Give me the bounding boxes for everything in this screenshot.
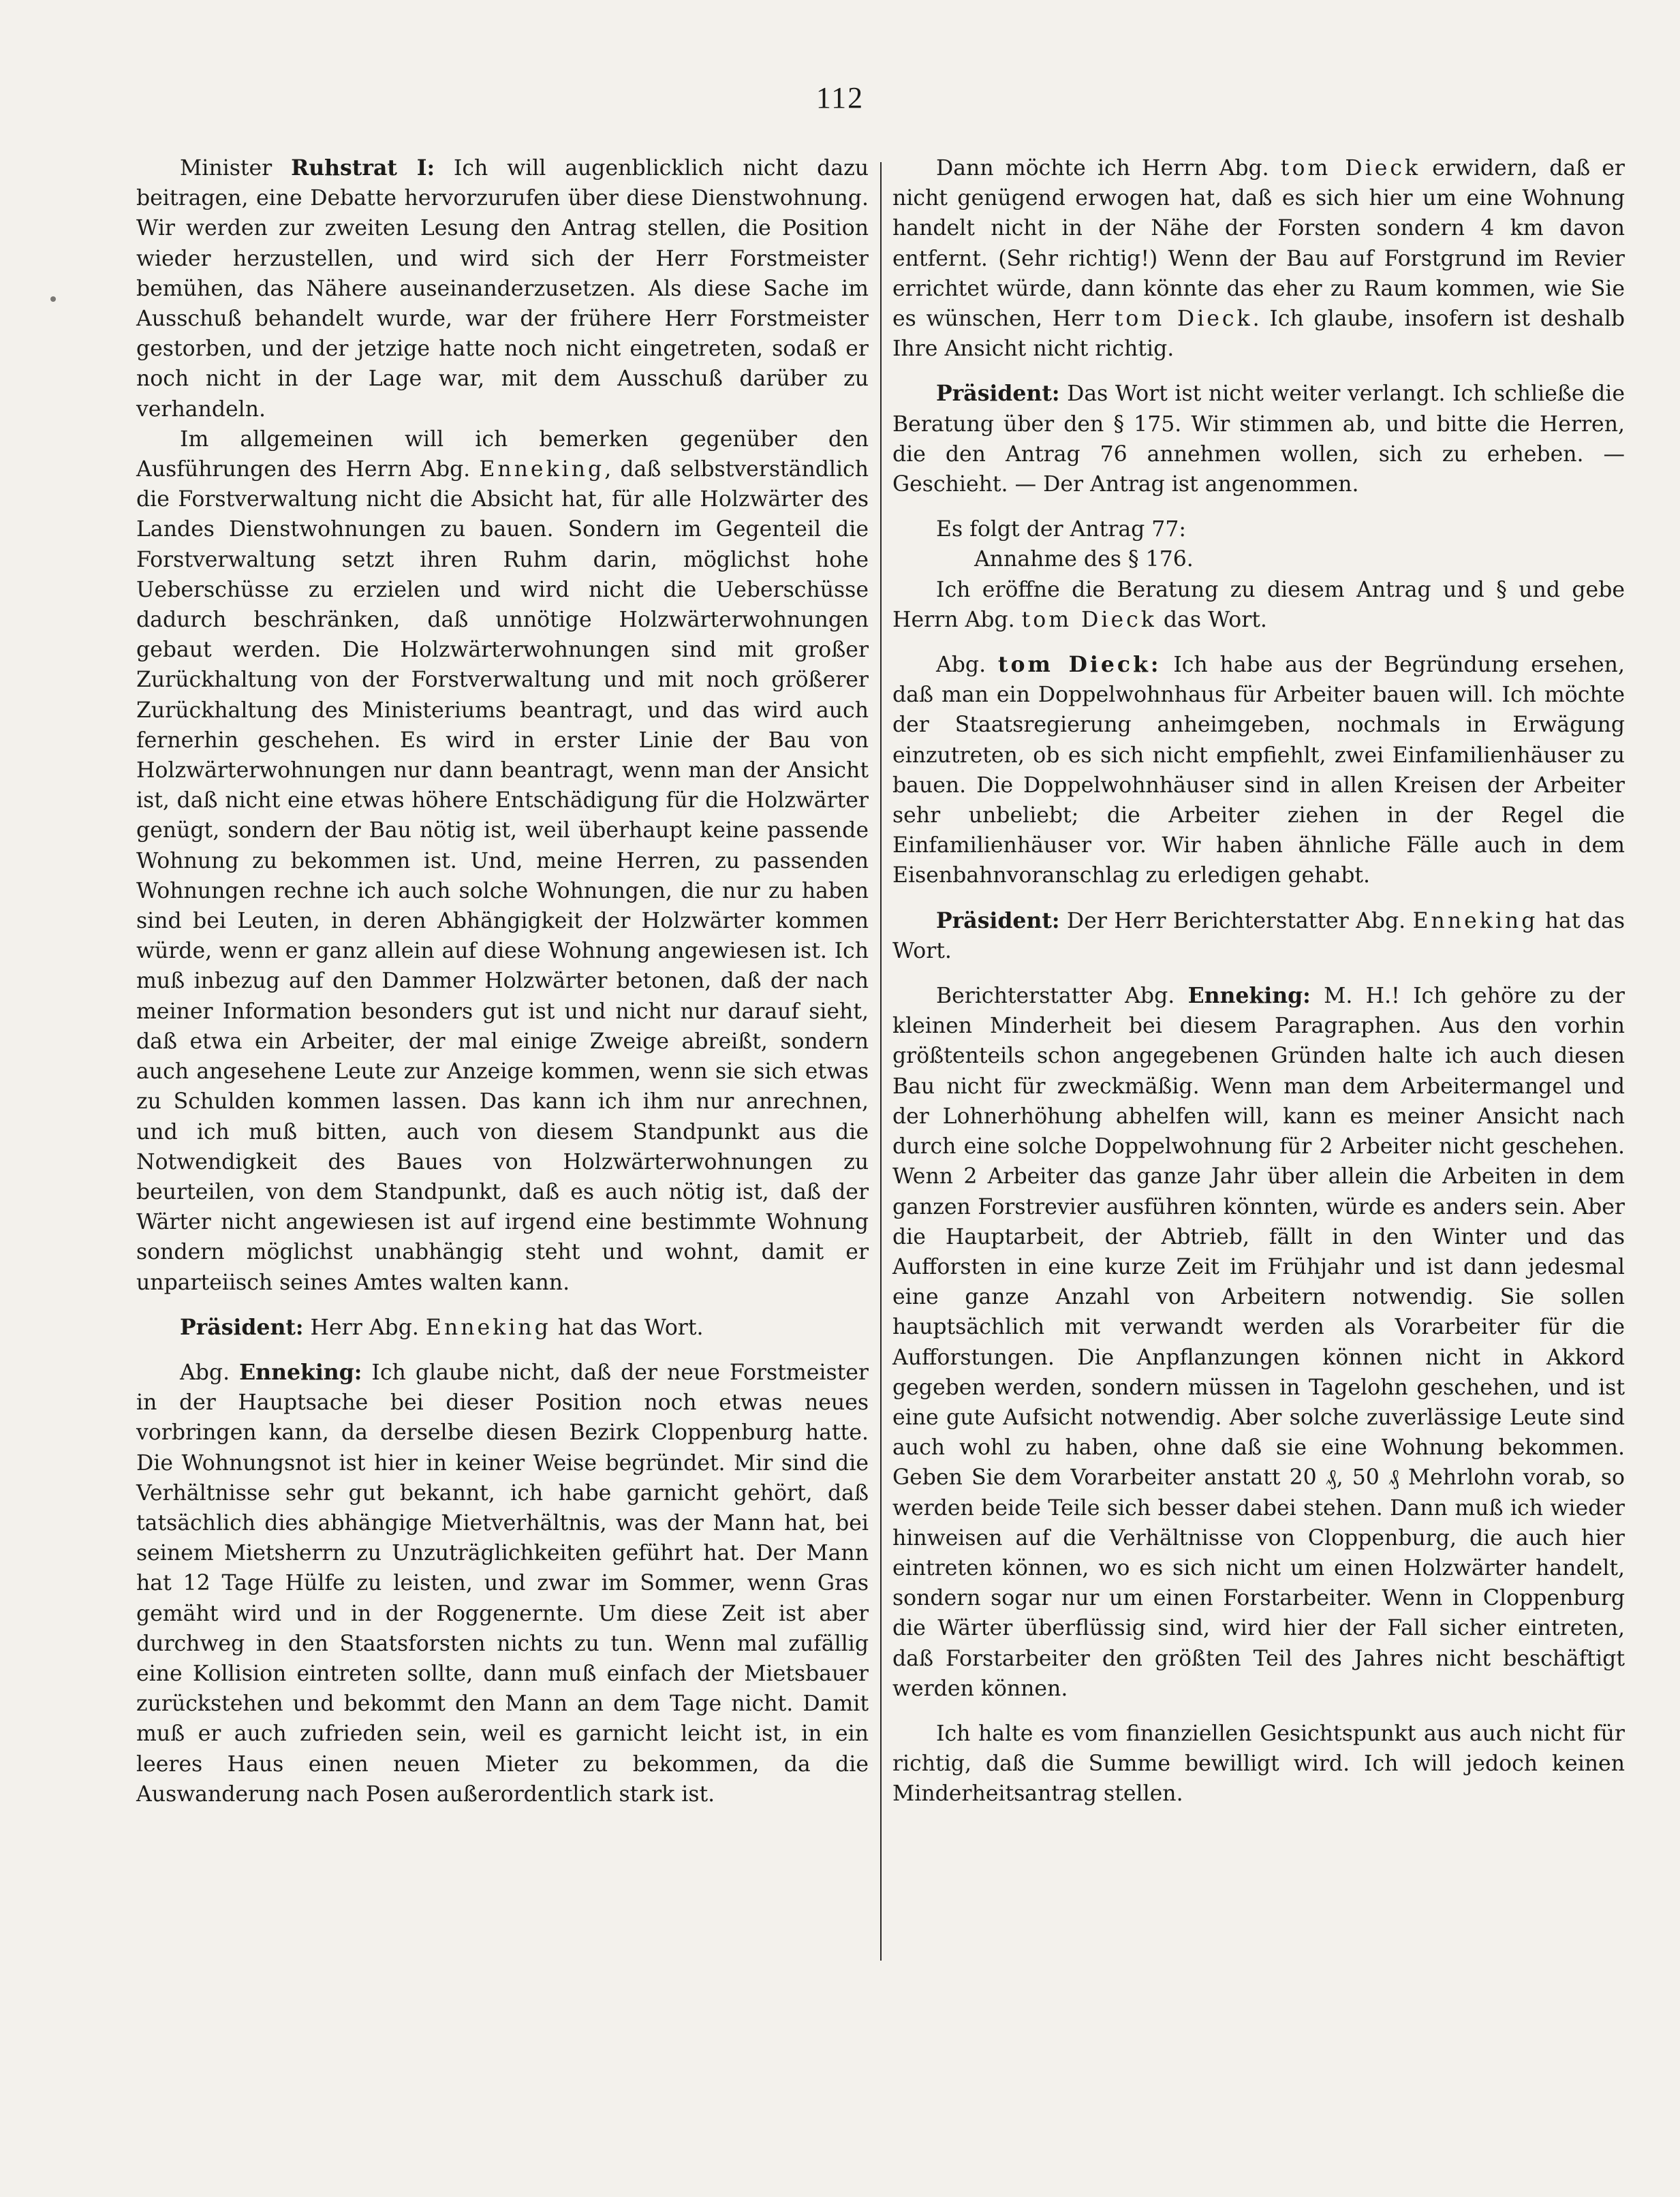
paragraph-enneking [136, 1358, 869, 1809]
speech-text: das Wort. [1156, 607, 1267, 632]
speaker-name: Präsident: [180, 1314, 304, 1340]
paragraph-schluss: Ich halte es vom finanziellen Gesichtspunkt aus auch nicht für richtig, daß die Summe bewilligt wird. Ich will jedoch keinen Minderheitsantrag stellen. [892, 1721, 1625, 1807]
page-number: 112 [815, 81, 865, 114]
speech-text: Das Wort ist nicht weiter verlangt. Ich schließe die Beratung über den § 175. Wir stimmen ab, und bitte die Herren, die den Antrag 76 annehmen wollen, sich zu erheben. — Geschieht. — Der Antrag ist angenommen. [892, 381, 1625, 497]
speaker-name: Präsident: [936, 381, 1060, 407]
speech-text: Im allgemeinen will ich bemerken gegenüber den Ausführungen des Herrn Abg. [136, 426, 869, 482]
paragraph-praesident-berichterstatter [892, 906, 1625, 966]
spaced-name: tom Dieck [1280, 156, 1421, 181]
paragraph-reply-tom-dieck [892, 153, 1625, 364]
speaker-name: Ruhstrat I: [291, 155, 435, 181]
speech-text: erwidern, daß er nicht genügend erwogen hat, daß es sich hier um eine Wohnung handelt nicht in der Nähe der Forsten sondern 4 km davon entfernt. (Sehr richtig!) Wenn der Bau auf Forstgrund im Revier errichtet würde, dann könnte das eher zu Raum kommen, wie Sie es wünschen, Herr [892, 156, 1625, 332]
speaker-name: Präsident: [936, 907, 1060, 933]
spaced-name: Enneking [479, 457, 605, 482]
paragraph-antrag-77: Es folgt der Antrag 77: [936, 517, 1186, 542]
paragraph-praesident-vote [892, 379, 1625, 499]
speech-text: Ich will augenblicklich nicht dazu beitragen, eine Debatte hervorzurufen über diese Dienstwohnung. Wir werden zur zweiten Lesung den Antrag stellen, die Position wieder herzustellen, und wird sich der Herr Forstmeister bemühen, das Nähere auseinanderzusetzen. Als diese Sache im Ausschuß behandelt wurde, war der frühere Herr Forstmeister gestorben, und der jetzige hatte noch nicht eingetreten, sodaß er noch nicht in der Lage war, mit dem Ausschuß darüber zu verhandeln. [136, 156, 869, 422]
spaced-name: tom Dieck [1021, 607, 1157, 632]
spaced-name: Enneking [425, 1315, 551, 1340]
spaced-name: Enneking [1412, 908, 1538, 933]
speech-text: hat das Wort. [550, 1315, 704, 1340]
right-column [892, 153, 1625, 1809]
speaker-title: Abg. [180, 1360, 240, 1385]
speech-text: , daß selbstverständlich die Forstverwaltung nicht die Absicht hat, für alle Holzwärter des Landes Dienstwohnungen zu bauen. Sondern im Gegenteil die Forstverwaltung setzt ihren Ruhm darin, möglichst hohe Ueberschüsse zu erzielen und wird nicht die Ueberschüsse dadurch beschränken, daß unnötige Holzwärterwohnungen gebaut werden. Die Holzwärterwohnungen sind mit großer Zurückhaltung von der Forstverwaltung und mit noch größerer Zurückhaltung des Ministeriums beantragt, und das wird auch fernerhin geschehen. Es wird in erster Linie der Bau von Holzwärterwohnungen nur dann beantragt, wenn man der Ansicht ist, daß nicht eine etwas höhere Entschädigung für die Holzwärter genügt, sondern der Bau nötig ist, weil überhaupt keine passende Wohnung zu bekommen ist. Und, meine Herren, zu passenden Wohnungen rechne ich auch solche Wohnungen, die nur zu haben sind bei Leuten, in deren Abhängigkeit der Holzwärter kommen würde, wenn er ganz allein auf diese Wohnung angewiesen ist. Ich muß inbezug auf den Dammer Holzwärter betonen, daß der nach meiner Information besonders gut ist und nicht nur darauf sieht, daß etwa ein Arbeiter, der mal einige Zweige abreißt, sondern auch angesehene Leute zur Anzeige kommen, wenn sie sich etwas zu Schulden kommen lassen. Das kann ich ihm nur anrechnen, und ich muß bitten, auch von diesem Standpunkt aus die Notwendigkeit des Baues von Holzwärterwohnungen zu beurteilen, von dem Standpunkt, daß es auch nötig ist, daß der Wärter nicht angewiesen ist auf irgend eine bestimmte Wohnung sondern möglichst unabhängig steht und wohnt, damit er unparteiisch seines Amtes walten kann. [136, 457, 869, 1295]
paragraph-tom-dieck [892, 650, 1625, 891]
speech-text: Der Herr Berichterstatter Abg. [1059, 908, 1413, 933]
paragraph-berichterstatter-enneking [892, 981, 1625, 1704]
speaker-title: Minister [180, 156, 292, 181]
speech-text: Ich habe aus der Begründung ersehen, daß man ein Doppelwohnhaus für Arbeiter bauen will. Ich möchte der Staatsregierung anheimgeben, nochmals in Erwägung einzutreten, ob es sich nicht empfiehlt, zwei Einfamilienhäuser zu bauen. Die Doppelwohnhäuser sind in allen Kreisen der Arbeiter sehr unbeliebt; die Arbeiter ziehen in der Regel die Einfamilienhäuser vor. Wir haben ähnliche Fälle auch in dem Eisenbahnvoranschlag zu erledigen gehabt. [892, 653, 1625, 888]
speech-text: Herr Abg. [303, 1315, 426, 1340]
paragraph-ruhstrat-continued [136, 424, 869, 1298]
paragraph-minister-ruhstrat [136, 153, 869, 424]
spaced-name: tom Dieck [1114, 307, 1253, 332]
speech-text: M. H.! Ich gehöre zu der kleinen Minderheit bei diesem Paragraphen. Aus den vorhin größtenteils schon angegebenen Gründen halte ich auch diesen Bau nicht für zweckmäßig. Wenn man dem Arbeitermangel und der Lohnerhöhung abhelfen will, kann es meiner Ansicht nach durch eine solche Doppelwohnung für 2 Arbeiter nicht geschehen. Wenn 2 Arbeiter das ganze Jahr über allein die Arbeiten in dem ganzen Forstrevier ausführen könnten, würde es anders sein. Aber die Hauptarbeit, der Abtrieb, fällt in den Winter und das Aufforsten in eine kurze Zeit im Frühjahr und ist dann jedesmal eine ganze Anzahl von Arbeitern notwendig. Sie sollen hauptsächlich mit verwandt werden als Vorarbeiter für die Aufforstungen. Die Anpflanzungen können nicht in Akkord gegeben werden, sondern müssen in Tagelohn geschehen, und ist eine gute Aufsicht notwendig. Aber solche zuverlässige Leute sind auch wohl zu haben, ohne daß sie eine Wohnung bekommen. Geben Sie dem Vorarbeiter anstatt 20 ₰, 50 ₰ Mehrlohn vorab, so werden beide Teile sich besser dabei stehen. Dann muß ich wieder hinweisen auf die Verhältnisse von Cloppenburg, die auch hier eintreten können, wo es sich nicht um einen Holzwärter handelt, sondern sogar nur um einen Forstarbeiter. Wenn in Cloppenburg die Wärter überflüssig sind, wird hier der Fall sicher eintreten, daß Forstarbeiter den größten Teil des Jahres nicht beschäftigt werden können. [892, 984, 1625, 1701]
speaker-title: Abg. [936, 653, 998, 678]
paragraph-annahme: Annahme des § 176. [974, 547, 1194, 572]
speaker-name: Enneking: [1187, 983, 1311, 1009]
left-column [136, 153, 869, 1809]
column-divider [880, 162, 882, 1961]
speech-text: . Ich glaube, insofern ist deshalb Ihre Ansicht nicht richtig. [892, 307, 1625, 362]
speaker-name: tom Dieck: [997, 652, 1162, 678]
paragraph-eroeffnung [892, 575, 1625, 635]
speech-text: Ich glaube nicht, daß der neue Forstmeister in der Hauptsache bei dieser Position noch etwas neues vorbringen kann, da derselbe diesen Bezirk Cloppenburg hatte. Die Wohnungsnot ist hier in keiner Weise begründet. Mir sind die Verhältnisse sehr gut bekannt, ich habe garnicht gehört, daß tatsächlich dies abhängige Mietverhältnis, was der Mann hat, bei seinem Mietsherrn zu Unzuträglichkeiten geführt hat. Der Mann hat 12 Tage Hülfe zu leisten, und zwar im Sommer, wenn Gras gemäht wird und in der Roggenernte. Um diese Zeit ist aber durchweg in den Staatsforsten nichts zu tun. Wenn mal zufällig eine Kollision eintreten sollte, dann muß einfach der Mietsbauer zurückstehen und bekommt den Mann an dem Tage nicht. Damit muß er auch zufrieden sein, weil es garnicht leicht ist, in ein leeres Haus einen neuen Mieter zu bekommen, da die Auswanderung nach Posen außerordentlich stark ist. [136, 1360, 869, 1807]
margin-mark [50, 296, 56, 302]
speech-text: hat das Wort. [892, 908, 1625, 963]
paragraph-praesident [136, 1313, 869, 1343]
speech-text: Ich eröffne die Beratung zu diesem Antrag und § und gebe Herrn Abg. [892, 577, 1625, 632]
speech-text: Dann möchte ich Herrn Abg. [936, 156, 1281, 181]
speaker-title: Berichterstatter Abg. [936, 984, 1188, 1009]
speaker-name: Enneking: [239, 1359, 362, 1385]
